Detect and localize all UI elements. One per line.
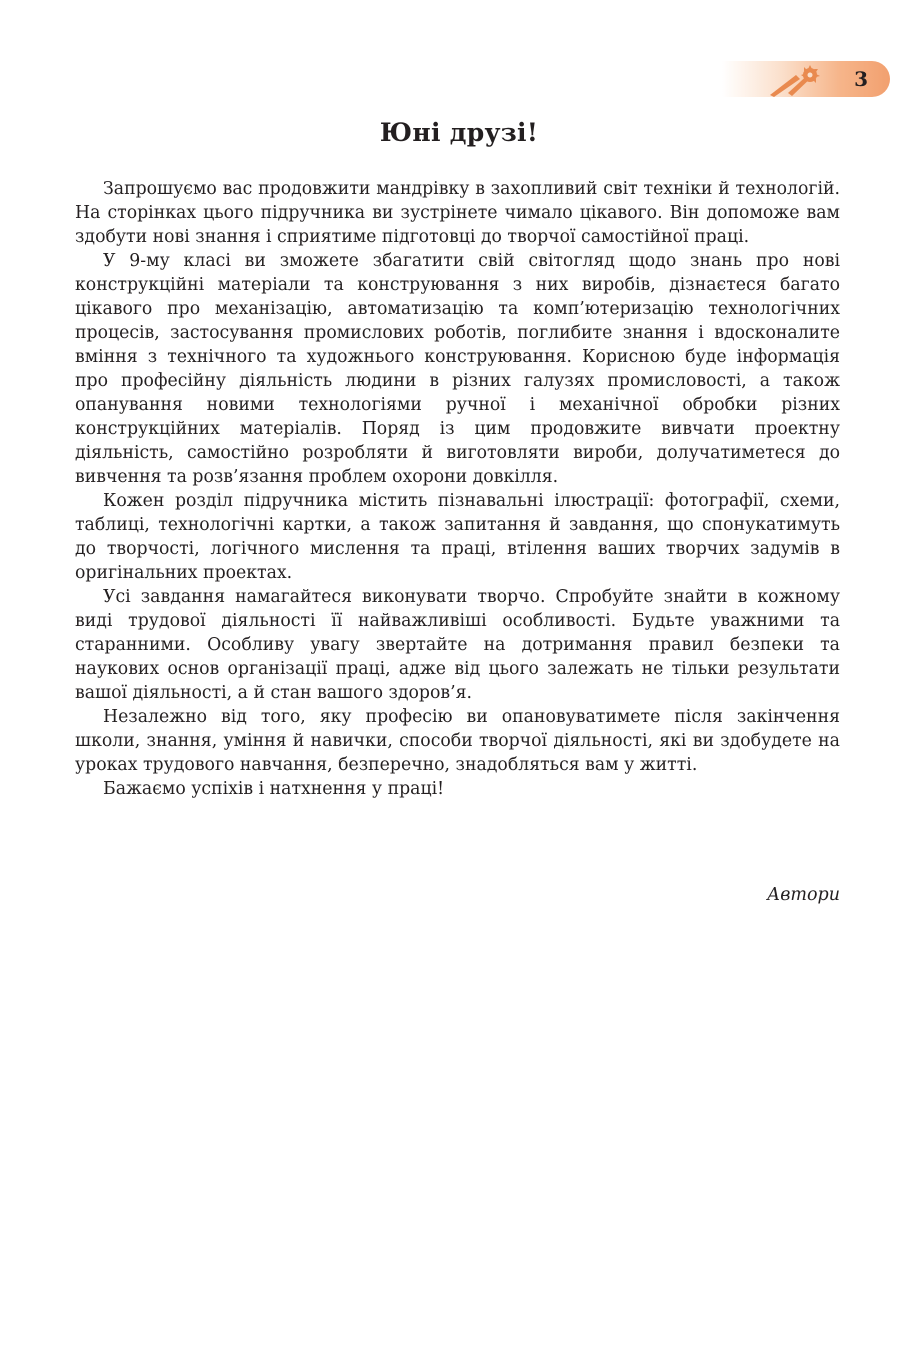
page-number: 3 [854,67,868,91]
signature: Автори [766,885,840,905]
paragraph: Кожен розділ підручника містить пізнавальні ілюстрації: фотографії, схеми, таблиці, технологічні картки, а також запитання й завдання, що спонукатимуть до творчості, логічного мислення та праці, втілення ваших творчих задумів в оригінальних проектах. [75,491,840,583]
paragraph: Усі завдання намагайтеся виконувати творчо. Спробуйте знайти в кожному виді трудової діяльності її найважливіші особливості. Будьте уважними та старанними. Особливу увагу звертайте на дотримання правил безпеки та наукових основ організації праці, адже від цього залежать не тільки результати вашої діяльності, а й стан вашого здоров’я. [75,587,840,703]
paragraph: У 9-му класі ви зможете збагатити свій світогляд щодо знань про нові конструкційні матеріали та конструювання з них виробів, дізнаєтеся багато цікавого про механізацію, автоматизацію та комп’ютеризацію технологічних процесів, застосування промислових роботів, поглибите знання і вдосконалите вміння з технічного та художнього конструювання. Корисною буде інформація про професійну діяльність людини в різних галузях промисловості, а також опанування новими технологіями ручної і механічної обробки різних конструкційних матеріалів. Поряд із цим продовжите вивчати проектну діяльність, самостійно розробляти й виготовляти вироби, долучатиметеся до вивчення та розв’язання проблем охорони довкілля. [75,251,840,487]
page-number-badge [722,61,890,97]
body-text [75,177,840,801]
paragraph: Бажаємо успіхів і натхнення у праці! [103,779,445,799]
paragraph: Запрошуємо вас продовжити мандрівку в захопливий світ техніки й технологій. На сторінках цього підручника ви зустрінете чимало цікавого. Він допоможе вам здобути нові знання і сприятиме підготовці до творчої самостійної праці. [75,179,840,247]
page-title: Юні друзі! [379,118,539,147]
paragraph: Незалежно від того, яку професію ви опановуватимете після закінчення школи, знання, уміння й навички, способи творчої діяльності, які ви здобудете на уроках трудового навчання, безперечно, знадобляться вам у житті. [75,707,840,775]
gear-saw-icon [766,63,826,97]
